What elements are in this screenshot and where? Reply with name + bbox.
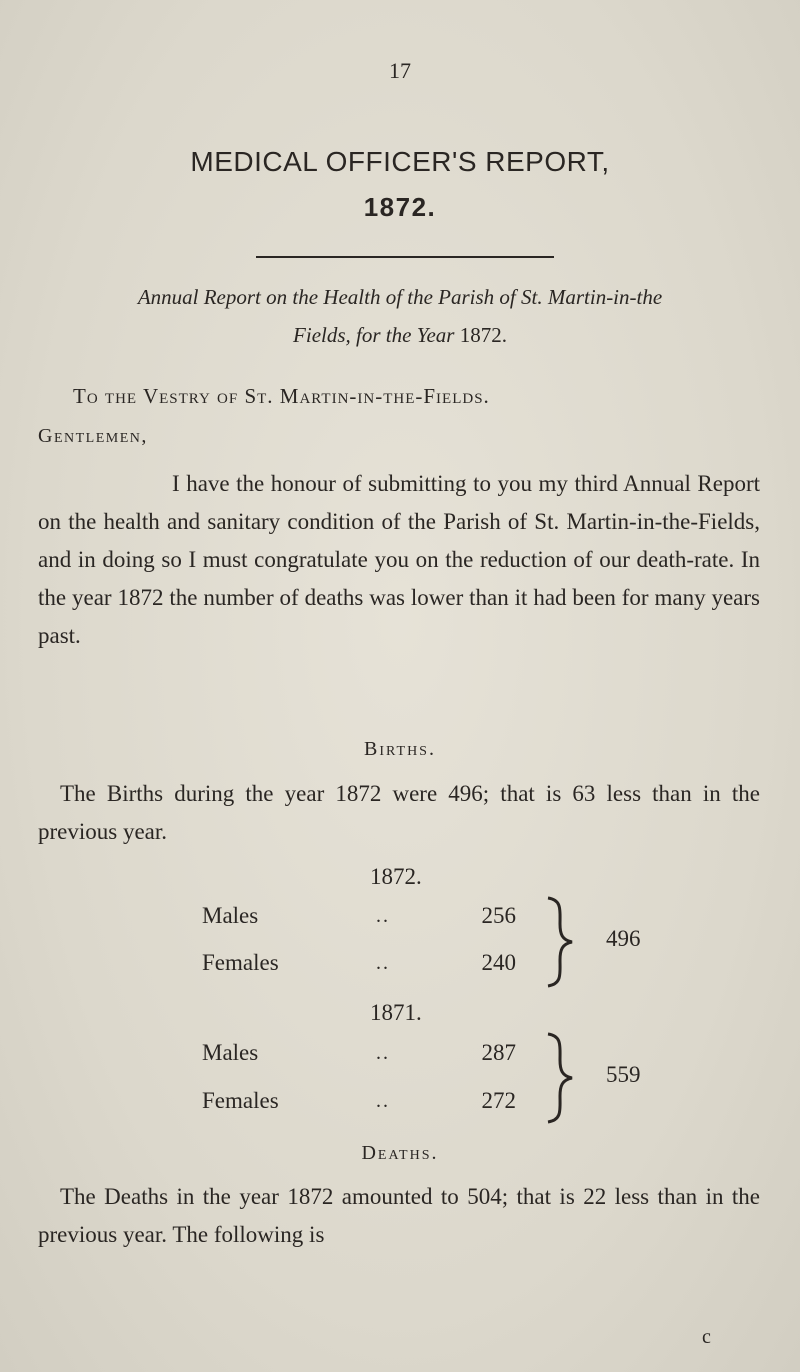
deaths-paragraph: The Deaths in the year 1872 amounted to 504; that is 22 less than in the previous year. The following is [38, 1184, 760, 1247]
salutation: Gentlemen, [38, 425, 148, 447]
report-subtitle-line1: Annual Report on the Health of the Parish of St. Martin-in-the [137, 285, 663, 309]
births-1871-males-label: Males [202, 1040, 259, 1065]
births-1872-females-value: 240 [481, 950, 516, 975]
brace-1872 [540, 896, 580, 988]
births-paragraph: The Births during the year 1872 were 496; that is 63 less than in the previous year. [38, 781, 760, 844]
births-1872-females-dots: .. [376, 952, 390, 974]
births-heading: Births. [364, 738, 436, 760]
report-subtitle-line2 [0, 323, 800, 348]
signature-mark: c [702, 1326, 711, 1348]
report-title: MEDICAL OFFICER'S REPORT, [190, 146, 610, 177]
births-1872-total: 496 [606, 926, 641, 951]
births-1871-total: 559 [606, 1062, 641, 1087]
deaths-heading: Deaths. [361, 1142, 439, 1164]
subtitle-year: 1872. [459, 323, 507, 347]
births-1872-males-label: Males [202, 903, 259, 928]
title-divider [256, 256, 554, 258]
report-year: 1872. [363, 192, 437, 222]
address-line: To the Vestry of St. Martin-in-the-Fields. [73, 384, 490, 408]
births-1872-females-label: Females [202, 950, 279, 975]
page-number: 17 [389, 58, 411, 83]
births-1872-males-value: 256 [481, 903, 516, 928]
births-1871-males-value: 287 [481, 1040, 516, 1065]
brace-1871 [540, 1032, 580, 1124]
births-year-1872: 1872. [370, 864, 422, 889]
births-1871-females-value: 272 [481, 1088, 516, 1113]
births-1871-females-label: Females [202, 1088, 279, 1113]
births-1872-males-dots: .. [376, 905, 390, 927]
births-1871-males-dots: .. [376, 1042, 390, 1064]
intro-paragraph: I have the honour of submitting to you my third Annual Report on the health and sanitary condition of the Parish of St. Martin-in-the-Fields, and in doing so I must congratulate you on the reduction of our death-rate. In the year 1872 the number of deaths was lower than it had been for many years past. [38, 471, 760, 648]
births-year-1871: 1871. [370, 1000, 422, 1025]
subtitle-text: Fields, for the Year [293, 323, 455, 347]
births-1871-females-dots: .. [376, 1090, 390, 1112]
